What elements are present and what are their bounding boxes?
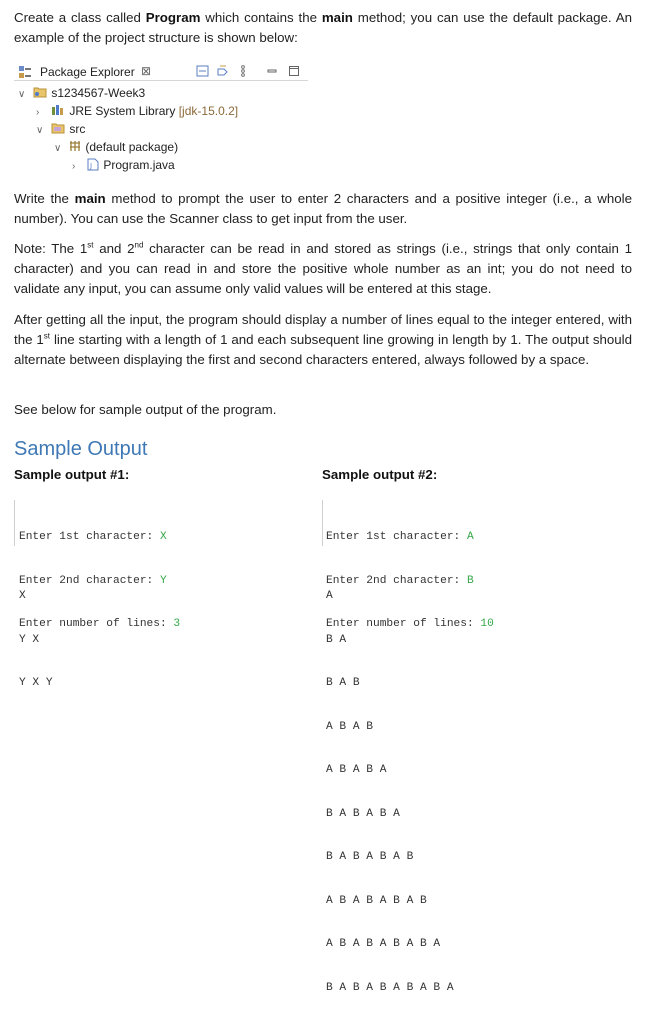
output-line: B A B A B A B bbox=[326, 851, 414, 863]
output-line: B A bbox=[326, 633, 347, 646]
output-line: A B A B A bbox=[326, 764, 387, 776]
prompt-label: Enter 2nd character: bbox=[326, 574, 467, 587]
output-line: B A B A B A B A B A bbox=[326, 981, 454, 994]
close-icon[interactable]: ⊠ bbox=[141, 64, 152, 78]
prompt-label: Enter 1st character: bbox=[326, 531, 467, 543]
paragraph-note bbox=[14, 239, 632, 299]
sample-1-heading: Sample output #1: bbox=[14, 467, 130, 482]
para3-sup-1: st bbox=[43, 331, 51, 341]
tree-item-program-java[interactable] bbox=[72, 158, 175, 176]
project-name: s1234567-Week3 bbox=[51, 86, 146, 100]
para2-sup-2: nd bbox=[134, 240, 144, 250]
prompt-value: 10 bbox=[480, 618, 494, 630]
prompt-value: A bbox=[467, 531, 474, 543]
output-line: Y X bbox=[19, 633, 40, 646]
chevron-down-icon[interactable]: ∨ bbox=[18, 89, 26, 100]
tree-item-default-package[interactable] bbox=[54, 140, 178, 158]
paragraph-output-rules bbox=[14, 310, 632, 370]
link-with-editor-icon[interactable] bbox=[216, 65, 230, 81]
prompt-label: Enter 2nd character: bbox=[19, 574, 160, 587]
para1-text-1: Write the bbox=[14, 191, 75, 206]
sample-2-console-border bbox=[322, 500, 323, 546]
output-line: A B A B A B A B A bbox=[326, 938, 441, 950]
src-label: src bbox=[69, 122, 86, 136]
output-line: A bbox=[326, 590, 333, 602]
jre-version: [jdk-15.0.2] bbox=[178, 104, 239, 118]
library-icon bbox=[51, 104, 65, 119]
intro-text-1: Create a class called bbox=[14, 10, 146, 25]
paragraph-see-below bbox=[14, 400, 632, 420]
para2-sup-1: st bbox=[87, 240, 94, 250]
output-line: B A B A B A bbox=[326, 807, 400, 820]
explorer-header bbox=[18, 63, 308, 81]
prompt-label: Enter number of lines: bbox=[326, 618, 481, 630]
explorer-divider bbox=[14, 80, 308, 81]
sample-1-output bbox=[19, 560, 53, 705]
para3-text-2: line starting with a length of 1 and each subsequent line growing in length by 1. The output should alternate between displaying the first and second characters entered, always followed by a space. bbox=[14, 332, 632, 367]
intro-text-3: method; you can use the default package. An example of the project structure is shown below: bbox=[14, 10, 632, 45]
output-line: B A B bbox=[326, 677, 360, 689]
jre-label: JRE System Library bbox=[69, 104, 176, 118]
sample-1-console-border bbox=[14, 500, 15, 546]
intro-paragraph bbox=[14, 8, 632, 48]
intro-method-name: main bbox=[321, 10, 353, 25]
package-icon bbox=[69, 140, 81, 155]
collapse-all-icon[interactable] bbox=[196, 65, 210, 81]
prompt-value: X bbox=[160, 531, 167, 543]
output-line: A B A B A B A B bbox=[326, 894, 427, 907]
para2-text-3: character can be read in and stored as strings (i.e., strings that only contain 1 character) and you can read in and store the positive whole number as an int; you do not need to validate any input, you can assume only valid values will be entered at this stage. bbox=[14, 241, 632, 296]
para3-text-1: After getting all the input, the program should display a number of lines equal to the integer entered, with the 1 bbox=[14, 312, 632, 347]
maximize-icon[interactable] bbox=[288, 65, 300, 80]
prompt-label: Enter number of lines: bbox=[19, 618, 174, 630]
java-file-icon bbox=[87, 158, 99, 174]
sample-2-heading: Sample output #2: bbox=[322, 467, 438, 482]
prompt-value: 3 bbox=[173, 618, 181, 630]
sample-1-prompt-row bbox=[19, 530, 180, 545]
tree-item-jre[interactable] bbox=[36, 104, 238, 122]
svg-text:J: J bbox=[90, 162, 93, 170]
explorer-title: Package Explorer bbox=[40, 65, 135, 79]
para2-text-2: and 2 bbox=[93, 241, 135, 256]
source-folder-icon bbox=[51, 122, 65, 137]
sample-2-output bbox=[326, 560, 454, 1010]
sample-2-prompt-row bbox=[326, 530, 494, 545]
program-file-label: Program.java bbox=[103, 158, 175, 173]
para4-text: See below for sample output of the program. bbox=[14, 402, 277, 417]
chevron-right-icon[interactable]: › bbox=[72, 161, 76, 173]
intro-class-name: Program bbox=[145, 10, 201, 25]
package-explorer bbox=[14, 57, 310, 182]
paragraph-main-method bbox=[14, 189, 632, 229]
prompt-label: Enter 1st character: bbox=[19, 531, 160, 543]
para1-text-2: method to prompt the user to enter 2 characters and a positive integer (i.e., a whole number). You can use the Scanner class to get input from the user. bbox=[14, 191, 632, 226]
output-line: X bbox=[19, 590, 26, 602]
para2-text-1: Note: The 1 bbox=[14, 241, 88, 256]
intro-text-2: which contains the bbox=[200, 10, 322, 25]
output-line: A B A B bbox=[326, 720, 373, 733]
chevron-right-icon[interactable]: › bbox=[36, 107, 40, 118]
output-line: Y X Y bbox=[19, 677, 53, 689]
para1-method-name: main bbox=[74, 191, 106, 206]
chevron-down-icon[interactable]: ∨ bbox=[54, 143, 62, 154]
project-folder-icon bbox=[33, 86, 47, 101]
view-menu-icon[interactable] bbox=[240, 64, 246, 81]
tree-item-project[interactable] bbox=[18, 86, 145, 104]
sample-output-heading: Sample Output bbox=[14, 438, 148, 460]
chevron-down-icon[interactable]: ∨ bbox=[36, 125, 44, 136]
prompt-value: B bbox=[467, 574, 474, 587]
minimize-icon[interactable] bbox=[266, 65, 278, 80]
default-package-label: (default package) bbox=[85, 140, 179, 154]
prompt-value: Y bbox=[160, 574, 167, 587]
tree-item-src[interactable] bbox=[36, 122, 85, 140]
